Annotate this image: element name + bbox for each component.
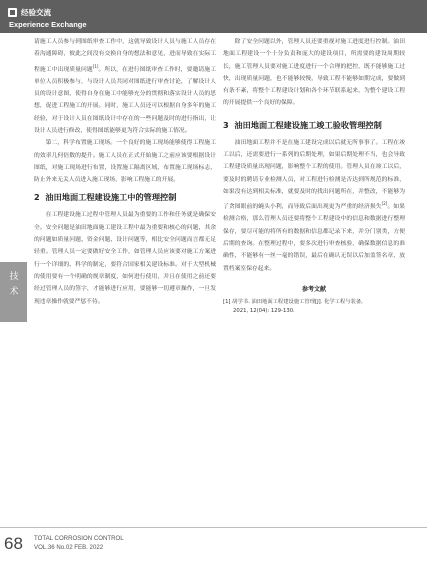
paragraph [34,36,216,137]
column-title-zh: 经验交流 [21,8,51,17]
journal-name: TOTAL CORROSION CONTROL [34,535,124,542]
side-tab-char-1: 技 [9,272,19,282]
journal-info [34,534,124,552]
section-number: 3 [223,119,229,130]
right-text-column [223,36,405,315]
paragraph: 在工程建设施工过程中管理人员最为重要的工作和任务就是确保安全。安全问题是油田地面施工建设工程中最为重要和核心的问题，其余的问题如质量问题、资金问题、设计问题等，相比安全问题而言都无足轻重。管理人员一定要做好安全工作，如管理人员应该要对施工方案进行一个详细的、科学的制定，要符合国家相关建设标准。对于大型机械的使用要有一个明确的规章制度，如何进行使用，并且在使用之前还要经过管理人员的签字，才能够进行应用，要能够一切遵章操作，一旦发现违章操作就要严惩不待。 [34,212,216,305]
column-title-en: Experience Exchange [9,20,87,29]
reference-line: 2021, 12(04): 129-130. [233,307,295,314]
journal-volume: VOL.36 No.02 FEB. 2022 [34,544,104,551]
footer-divider [0,527,427,528]
paragraph: 第二，科学布置施工现场。一个良好的施工现场能够使得工程施工的效率几何倍数的提升。施工人员在正式开始施工之前应该要根据设计图纸，对施工现场进行布置，设置施工隔离区域，布置施工现场标志，防止外来无关人员进入施工现场，影响工程施工的开展。 [34,140,216,184]
section-heading [223,119,405,131]
paragraph-text: 。所以，在进行图纸审查工作时，要邀请施工单位人员积极参与，与设计人员共同对图纸进行审查讨论，了解设计人员的设计意图，使得自身在施工中能够充分的贯彻和落实设计人员的思想，促进工程施工的开展。同时，施工人员还可以根据自身多年的施工经验，对于设计人员在图纸设计中存在的一些问题及时的进行指出，让设计人员进行修改，使得图纸能够更为符合实际的施工情况。 [34,66,216,134]
paragraph-text: 。如果检测合格，那么管理人员还要将整个工程建设中的信息和数据进行整理保存，要尽可能的将所有的数据和信息都记录下来，并分门别类，方便后期的查询。在整理过程中，要多次进行审查核验，确保数据信息的准确性，不能够有一丝一毫的错误，最后在确认无误以后加盖签名章，放置档案室保存起来。 [223,204,405,272]
reference-line: [1] 胡学书. 油田地面工程建设施工管理[J]. 化学工程与装备, [223,299,363,306]
paragraph: 除了安全问题以外，管理人员还要重视对施工进度进行控制。油田地面工程建设一个十分负责和庞大的建设项目，所需要的建设周期较长，施工管理人员要对施工进度进行一个合理的把控，既不能够施工过快，出现质量问题，也不能够较慢，导致工程不能够如期完成，要做到有条不紊，将整个工程建设计划和各个环节联系起来，为整个建设工程的开展提供一个良好的保障。 [223,39,405,107]
section-heading [34,191,216,203]
journal-logo-icon [8,8,17,17]
citation: [2] [381,201,388,207]
section-title: 油田地面工程建设施工中的管理控制 [45,192,177,203]
citation: [1] [92,63,99,69]
section-number: 2 [34,192,40,203]
paragraph-text: 油田地面工程并不是在施工建设完成以后就无所事事了。工程在竣工以后，还需要进行一系列的后期处理，如果后期处理不当，也会导致工程建设质量出现问题，影响整个工程的使用。管理人员在竣工以后，要及时的聘请专业检测人员，对工程进行检测是否达到所规范的标准，如果没有达到相关标准，就要及时的找出问题所在，并整改，不能够为了贪图眼前的蝇头小利，而导致后面出现更为严重的经济损失 [223,139,405,211]
section-title: 油田地面工程建设施工竣工验收管理控制 [234,119,382,130]
page-number: 68 [4,534,23,553]
side-tab-label [9,270,19,300]
paragraph [223,137,405,275]
left-text-column [34,36,216,308]
paragraph-text: 请施工人员参与到图纸审查工作中，这就导致设计人员与施工人员存在着沟通障碍，彼此之间没有交换自身的想法和意见，进而导致在实际工程施工中出现质量问题 [34,39,216,73]
references-title: 参考文献 [301,285,326,293]
side-tab-char-2: 术 [9,287,19,297]
journal-header-bar [0,0,427,33]
